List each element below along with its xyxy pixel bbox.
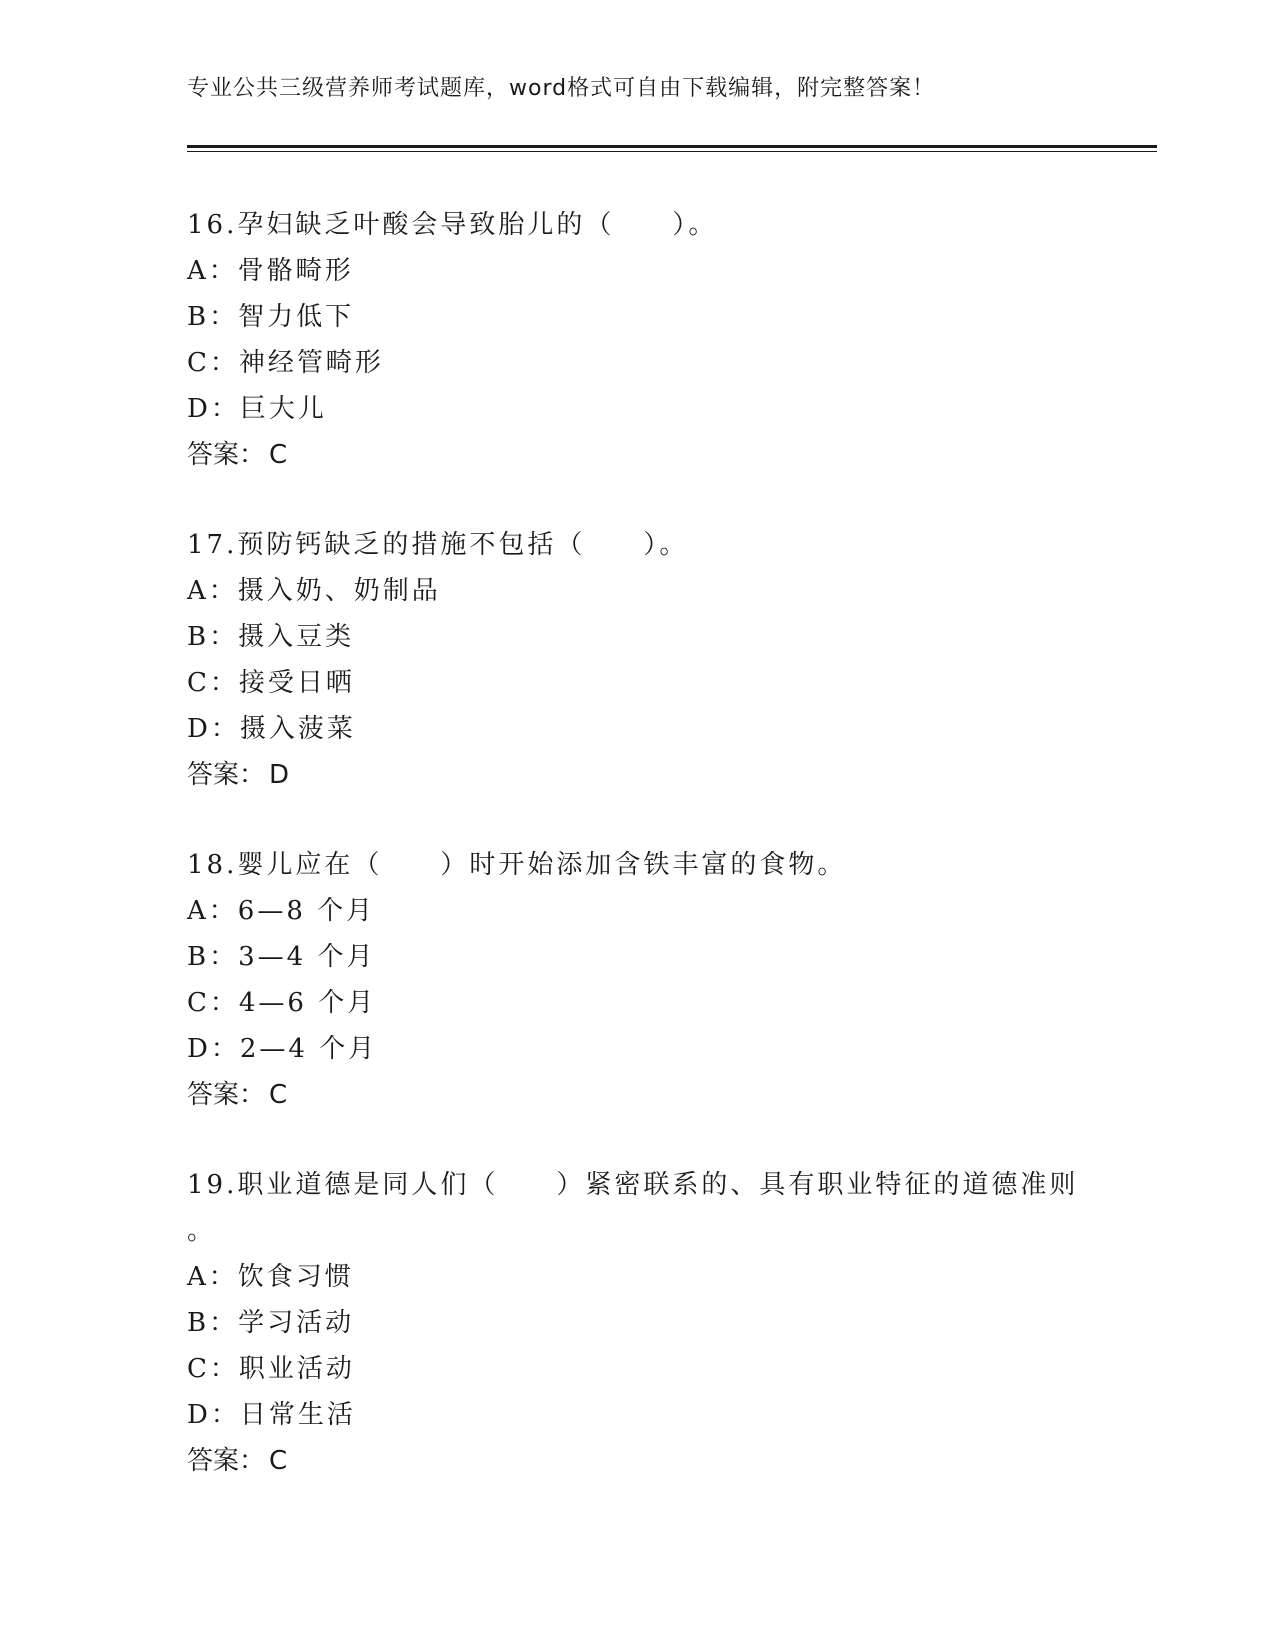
question-16 (187, 202, 1087, 478)
option-b: B：摄入豆类 (187, 622, 355, 652)
option-a: A：6—8 个月 (187, 896, 376, 926)
answer-value: C (269, 1446, 288, 1476)
option-b: B：3—4 个月 (187, 942, 376, 972)
question-stem: 16.孕妇缺乏叶酸会导致胎儿的（ ）。 (187, 210, 718, 240)
answer-line (187, 1438, 1087, 1484)
question-stem: 19.职业道德是同人们（ ）紧密联系的、具有职业特征的道德准则 (187, 1170, 1079, 1200)
answer-line (187, 1072, 1087, 1118)
option-b: B：学习活动 (187, 1308, 355, 1338)
answer-value: D (269, 760, 290, 790)
question-17 (187, 522, 1087, 798)
answer-label: 答案： (187, 440, 266, 470)
option-a: A：饮食习惯 (187, 1262, 354, 1292)
option-a: A：摄入奶、奶制品 (187, 576, 441, 606)
answer-line (187, 752, 1087, 798)
option-c: C：接受日晒 (187, 668, 355, 698)
option-c: C：职业活动 (187, 1354, 355, 1384)
question-stem: 17.预防钙缺乏的措施不包括（ ）。 (187, 530, 689, 560)
answer-label: 答案： (187, 760, 266, 790)
option-b: B：智力低下 (187, 302, 355, 332)
answer-value: C (269, 1080, 288, 1110)
option-d: D：2—4 个月 (187, 1034, 378, 1064)
header-divider-thin (187, 151, 1157, 152)
question-stem: 18.婴儿应在（ ）时开始添加含铁丰富的食物。 (187, 850, 847, 880)
header-divider-thick (187, 145, 1157, 148)
answer-line (187, 432, 1087, 478)
page-header: 专业公共三级营养师考试题库，word格式可自由下载编辑，附完整答案！ (187, 76, 936, 101)
answer-value: C (269, 440, 288, 470)
option-d: D：日常生活 (187, 1400, 356, 1430)
option-a: A：骨骼畸形 (187, 256, 354, 286)
option-d: D：摄入菠菜 (187, 714, 356, 744)
option-c: C：神经管畸形 (187, 348, 384, 378)
answer-label: 答案： (187, 1080, 266, 1110)
question-19 (187, 1162, 1087, 1484)
option-d: D：巨大儿 (187, 394, 327, 424)
question-stem-continuation: 。 (187, 1216, 214, 1246)
option-c: C：4—6 个月 (187, 988, 377, 1018)
answer-label: 答案： (187, 1446, 266, 1476)
question-18 (187, 842, 1087, 1118)
